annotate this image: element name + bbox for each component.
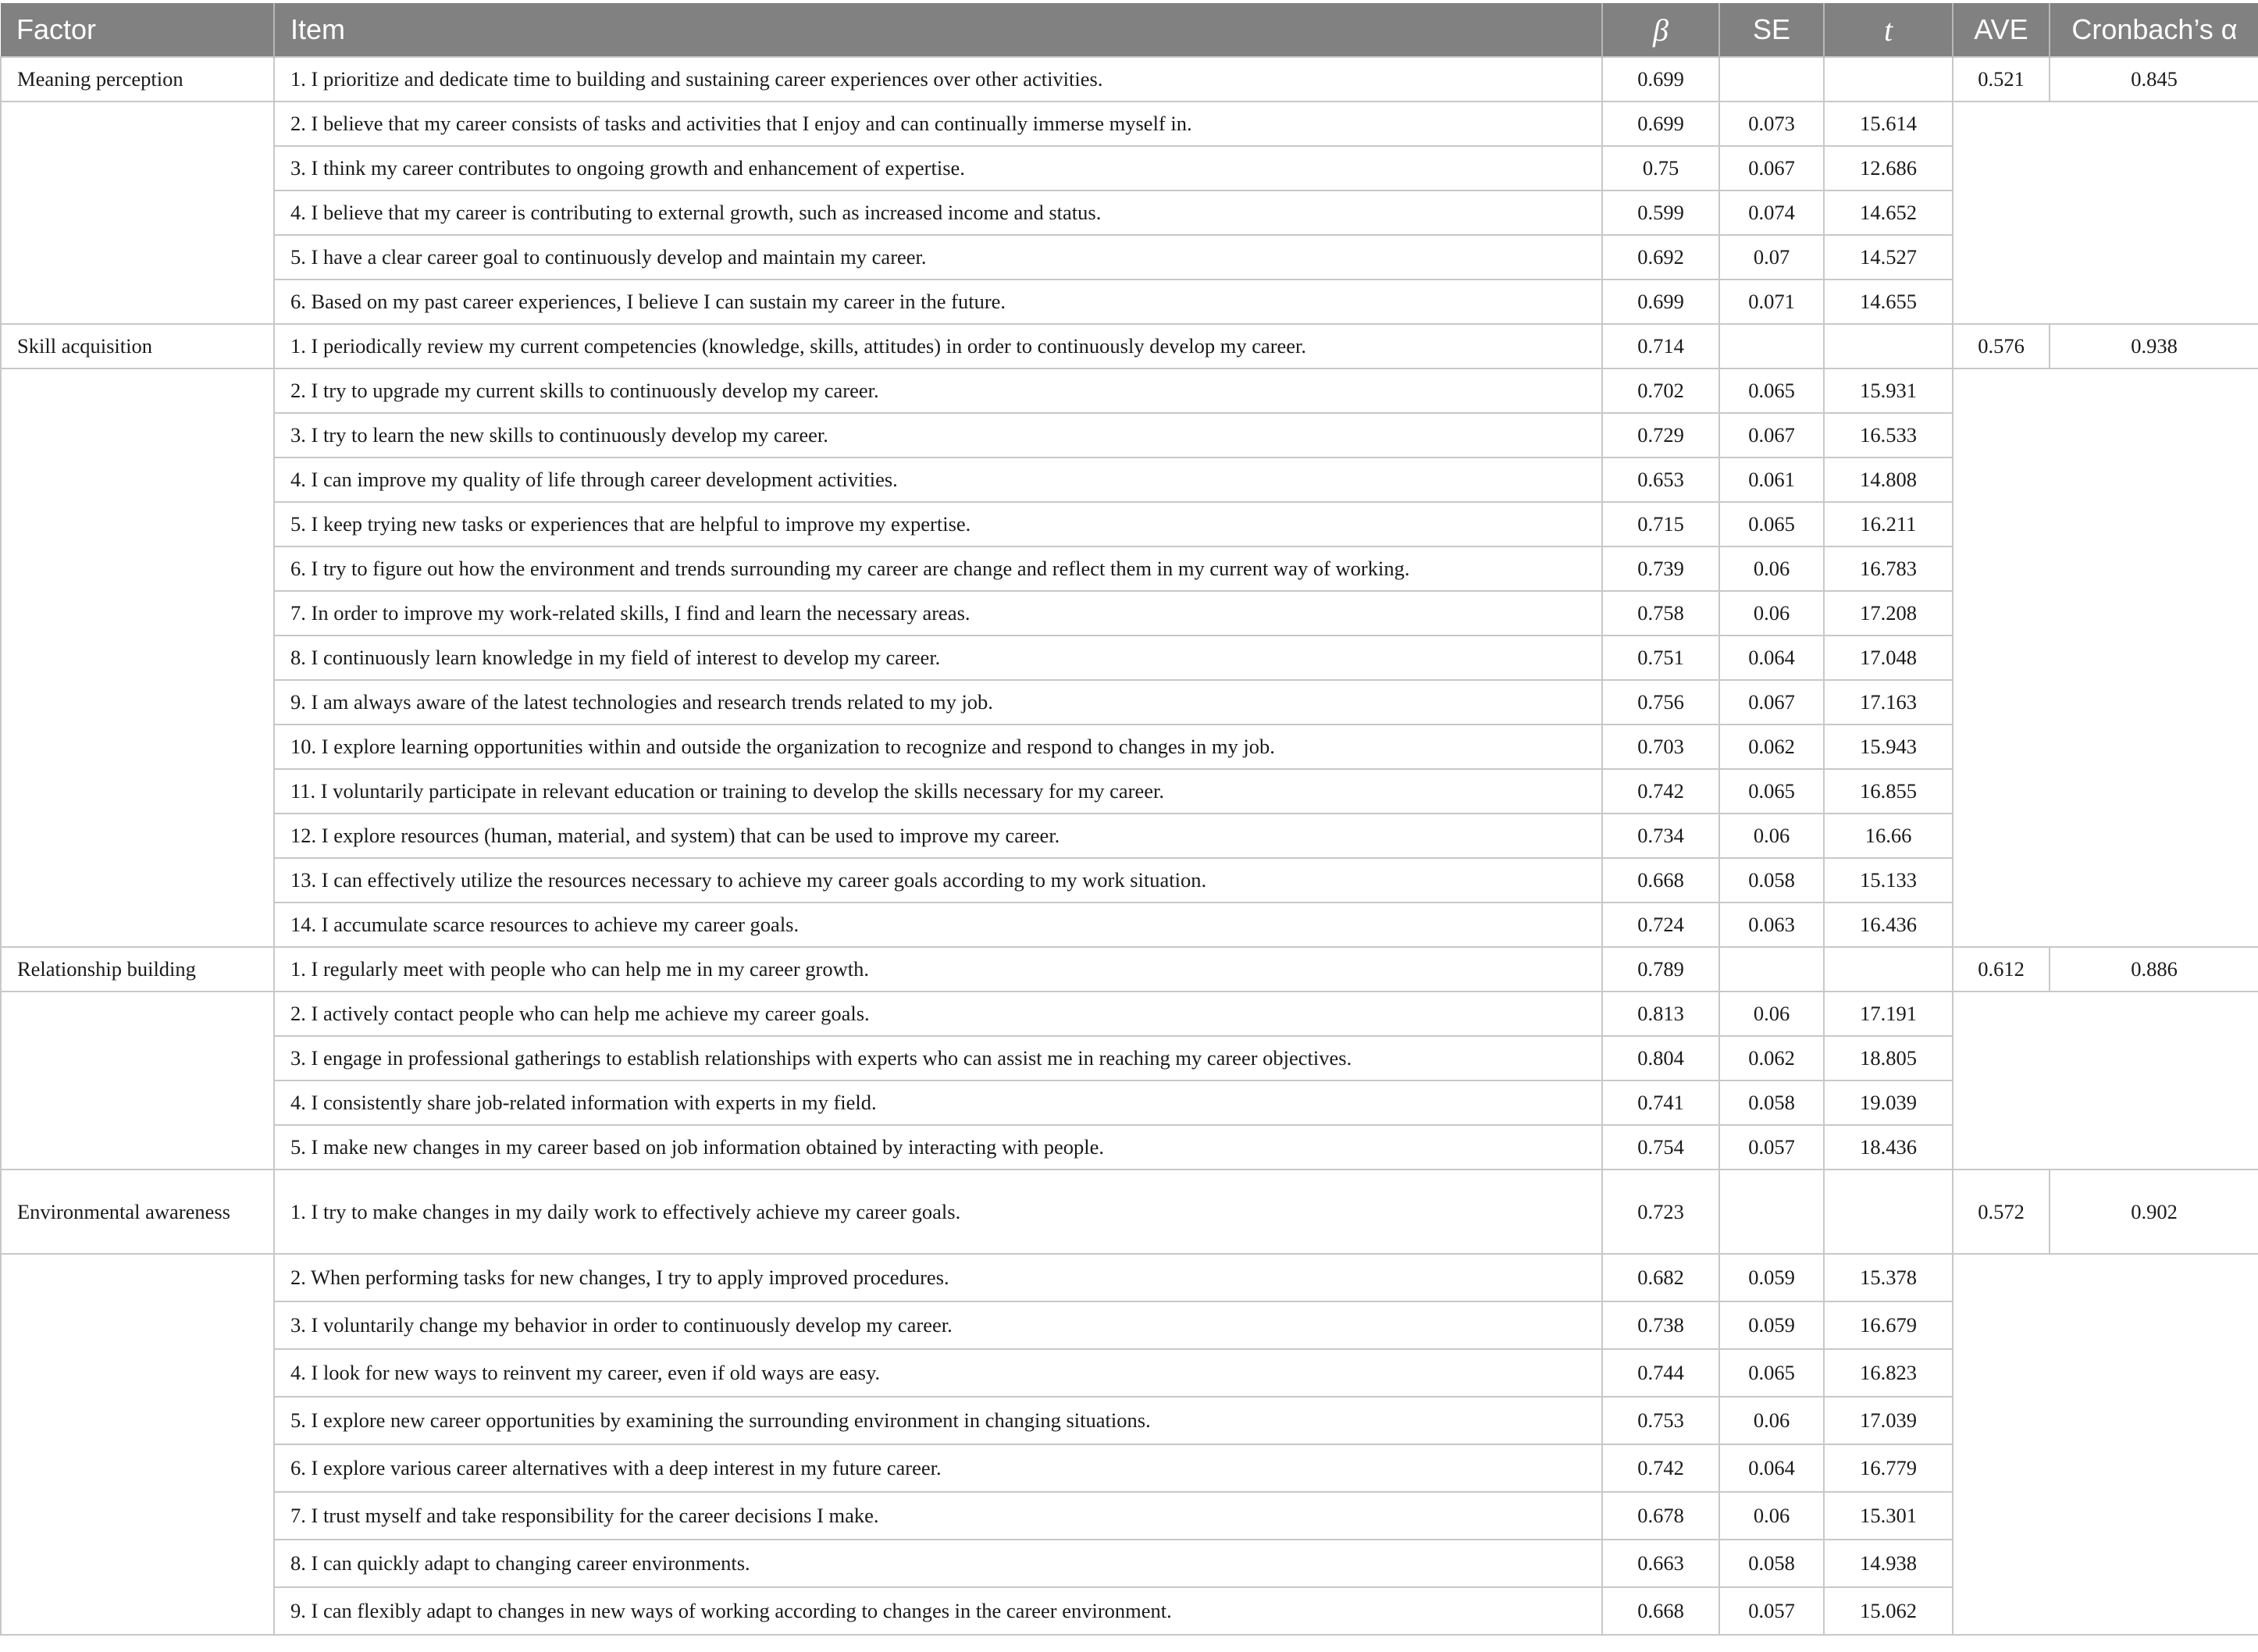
table-row	[1, 1254, 2258, 1301]
beta-cell: 0.734	[1602, 814, 1719, 858]
se-cell: 0.057	[1719, 1587, 1824, 1635]
beta-cell: 0.703	[1602, 725, 1719, 769]
item-cell: 8. I can quickly adapt to changing career environments.	[274, 1540, 1602, 1587]
table-row	[1, 1540, 2258, 1587]
col-header-item: Item	[274, 3, 1602, 57]
se-cell: 0.057	[1719, 1125, 1824, 1170]
item-cell: 1. I regularly meet with people who can help me in my career growth.	[274, 947, 1602, 992]
beta-cell: 0.699	[1602, 279, 1719, 324]
table-row	[1, 1170, 2258, 1254]
table-row	[1, 547, 2258, 591]
se-cell: 0.065	[1719, 368, 1824, 413]
se-cell: 0.06	[1719, 814, 1824, 858]
se-cell: 0.06	[1719, 1492, 1824, 1540]
t-cell: 17.163	[1824, 680, 1953, 725]
se-cell: 0.06	[1719, 992, 1824, 1036]
table-row	[1, 725, 2258, 769]
alpha-cell: 0.845	[2050, 57, 2258, 101]
beta-cell: 0.751	[1602, 636, 1719, 680]
se-cell: 0.064	[1719, 1444, 1824, 1492]
table-row	[1, 279, 2258, 324]
ave-cell: 0.572	[1953, 1170, 2050, 1254]
alpha-cell: 0.886	[2050, 947, 2258, 992]
item-cell: 2. I actively contact people who can help me achieve my career goals.	[274, 992, 1602, 1036]
se-cell: 0.058	[1719, 1540, 1824, 1587]
item-cell: 5. I have a clear career goal to continuously develop and maintain my career.	[274, 235, 1602, 279]
t-cell: 17.191	[1824, 992, 1953, 1036]
se-cell	[1719, 324, 1824, 368]
t-cell: 16.823	[1824, 1349, 1953, 1397]
table-row	[1, 1301, 2258, 1349]
table-row	[1, 903, 2258, 947]
t-cell: 16.679	[1824, 1301, 1953, 1349]
beta-cell: 0.789	[1602, 947, 1719, 992]
ave-alpha-cell-empty	[1953, 992, 2258, 1170]
item-cell: 5. I explore new career opportunities by examining the surrounding environment in changing situations.	[274, 1397, 1602, 1444]
factor-cell: Skill acquisition	[1, 324, 274, 368]
t-cell	[1824, 947, 1953, 992]
se-cell	[1719, 1170, 1824, 1254]
col-header-ave: AVE	[1953, 3, 2050, 57]
item-cell: 6. I try to figure out how the environment and trends surrounding my career are change and reflect them in my current way of working.	[274, 547, 1602, 591]
se-cell: 0.065	[1719, 769, 1824, 814]
table-row	[1, 324, 2258, 368]
factor-cell-empty	[1, 992, 274, 1170]
beta-cell: 0.75	[1602, 146, 1719, 190]
beta-cell: 0.813	[1602, 992, 1719, 1036]
col-header-alpha: Cronbach’s α	[2050, 3, 2258, 57]
se-cell: 0.059	[1719, 1254, 1824, 1301]
item-cell: 3. I voluntarily change my behavior in order to continuously develop my career.	[274, 1301, 1602, 1349]
beta-cell: 0.599	[1602, 190, 1719, 235]
se-cell: 0.059	[1719, 1301, 1824, 1349]
t-cell: 19.039	[1824, 1081, 1953, 1125]
beta-cell: 0.738	[1602, 1301, 1719, 1349]
table-row	[1, 101, 2258, 146]
table-row	[1, 146, 2258, 190]
table-row	[1, 190, 2258, 235]
t-cell: 16.855	[1824, 769, 1953, 814]
table-row	[1, 591, 2258, 636]
header-row	[1, 3, 2258, 57]
beta-cell: 0.741	[1602, 1081, 1719, 1125]
t-cell: 16.779	[1824, 1444, 1953, 1492]
beta-cell: 0.715	[1602, 502, 1719, 547]
t-cell: 15.931	[1824, 368, 1953, 413]
item-cell: 2. I try to upgrade my current skills to continuously develop my career.	[274, 368, 1602, 413]
beta-cell: 0.744	[1602, 1349, 1719, 1397]
beta-cell: 0.739	[1602, 547, 1719, 591]
beta-cell: 0.742	[1602, 769, 1719, 814]
beta-cell: 0.699	[1602, 57, 1719, 101]
col-header-t: t	[1824, 3, 1953, 57]
t-cell: 15.614	[1824, 101, 1953, 146]
item-cell: 1. I periodically review my current competencies (knowledge, skills, attitudes) in order to continuously develop my career.	[274, 324, 1602, 368]
item-cell: 4. I consistently share job-related information with experts in my field.	[274, 1081, 1602, 1125]
t-cell: 17.208	[1824, 591, 1953, 636]
se-cell: 0.065	[1719, 1349, 1824, 1397]
se-cell: 0.067	[1719, 413, 1824, 458]
item-cell: 2. I believe that my career consists of tasks and activities that I enjoy and can continually immerse myself in.	[274, 101, 1602, 146]
t-cell: 16.436	[1824, 903, 1953, 947]
item-cell: 6. Based on my past career experiences, I believe I can sustain my career in the future.	[274, 279, 1602, 324]
t-cell	[1824, 57, 1953, 101]
item-cell: 4. I believe that my career is contributing to external growth, such as increased income and status.	[274, 190, 1602, 235]
t-cell: 17.039	[1824, 1397, 1953, 1444]
t-cell: 18.436	[1824, 1125, 1953, 1170]
beta-cell: 0.702	[1602, 368, 1719, 413]
table-row	[1, 1587, 2258, 1635]
table-row	[1, 1397, 2258, 1444]
t-cell: 14.652	[1824, 190, 1953, 235]
factor-cell: Meaning perception	[1, 57, 274, 101]
t-cell: 15.133	[1824, 858, 1953, 903]
beta-cell: 0.729	[1602, 413, 1719, 458]
table-row	[1, 1444, 2258, 1492]
se-cell: 0.06	[1719, 547, 1824, 591]
table-row	[1, 57, 2258, 101]
table-body	[1, 57, 2258, 1635]
t-cell	[1824, 324, 1953, 368]
item-cell: 13. I can effectively utilize the resources necessary to achieve my career goals according to my work situation.	[274, 858, 1602, 903]
t-cell: 18.805	[1824, 1036, 1953, 1081]
col-header-beta: β	[1602, 3, 1719, 57]
factor-cell: Environmental awareness	[1, 1170, 274, 1254]
item-cell: 7. I trust myself and take responsibility for the career decisions I make.	[274, 1492, 1602, 1540]
t-cell: 17.048	[1824, 636, 1953, 680]
beta-cell: 0.668	[1602, 858, 1719, 903]
item-cell: 6. I explore various career alternatives with a deep interest in my future career.	[274, 1444, 1602, 1492]
table-row	[1, 769, 2258, 814]
col-header-factor: Factor	[1, 3, 274, 57]
beta-cell: 0.653	[1602, 458, 1719, 502]
t-cell: 15.943	[1824, 725, 1953, 769]
t-cell	[1824, 1170, 1953, 1254]
table-row	[1, 1492, 2258, 1540]
item-cell: 3. I engage in professional gatherings to establish relationships with experts who can assist me in reaching my career objectives.	[274, 1036, 1602, 1081]
col-header-se: SE	[1719, 3, 1824, 57]
table-row	[1, 502, 2258, 547]
item-cell: 10. I explore learning opportunities within and outside the organization to recognize and respond to changes in my job.	[274, 725, 1602, 769]
se-cell: 0.058	[1719, 1081, 1824, 1125]
se-cell: 0.06	[1719, 1397, 1824, 1444]
beta-cell: 0.754	[1602, 1125, 1719, 1170]
item-cell: 5. I make new changes in my career based on job information obtained by interacting with people.	[274, 1125, 1602, 1170]
beta-cell: 0.663	[1602, 1540, 1719, 1587]
ave-cell: 0.576	[1953, 324, 2050, 368]
t-cell: 16.783	[1824, 547, 1953, 591]
beta-cell: 0.756	[1602, 680, 1719, 725]
beta-cell: 0.699	[1602, 101, 1719, 146]
t-cell: 15.062	[1824, 1587, 1953, 1635]
table-row	[1, 947, 2258, 992]
item-cell: 5. I keep trying new tasks or experiences that are helpful to improve my expertise.	[274, 502, 1602, 547]
table-row	[1, 1081, 2258, 1125]
table-row	[1, 1036, 2258, 1081]
table-row	[1, 992, 2258, 1036]
item-cell: 2. When performing tasks for new changes, I try to apply improved procedures.	[274, 1254, 1602, 1301]
item-cell: 1. I try to make changes in my daily work to effectively achieve my career goals.	[274, 1170, 1602, 1254]
factor-cell: Relationship building	[1, 947, 274, 992]
item-cell: 3. I try to learn the new skills to continuously develop my career.	[274, 413, 1602, 458]
factor-cell-empty	[1, 368, 274, 947]
se-cell: 0.061	[1719, 458, 1824, 502]
ave-alpha-cell-empty	[1953, 1254, 2258, 1635]
se-cell: 0.062	[1719, 1036, 1824, 1081]
se-cell: 0.074	[1719, 190, 1824, 235]
t-cell: 15.301	[1824, 1492, 1953, 1540]
beta-cell: 0.692	[1602, 235, 1719, 279]
table-row	[1, 814, 2258, 858]
se-cell: 0.065	[1719, 502, 1824, 547]
alpha-cell: 0.902	[2050, 1170, 2258, 1254]
se-cell: 0.058	[1719, 858, 1824, 903]
t-cell: 14.527	[1824, 235, 1953, 279]
table-row	[1, 858, 2258, 903]
t-cell: 15.378	[1824, 1254, 1953, 1301]
se-cell: 0.063	[1719, 903, 1824, 947]
t-cell: 14.808	[1824, 458, 1953, 502]
t-cell: 16.66	[1824, 814, 1953, 858]
beta-cell: 0.742	[1602, 1444, 1719, 1492]
item-cell: 9. I can flexibly adapt to changes in new ways of working according to changes in the career environment.	[274, 1587, 1602, 1635]
se-cell	[1719, 947, 1824, 992]
item-cell: 9. I am always aware of the latest technologies and research trends related to my job.	[274, 680, 1602, 725]
t-cell: 16.533	[1824, 413, 1953, 458]
table-row	[1, 636, 2258, 680]
se-cell: 0.067	[1719, 146, 1824, 190]
table-row	[1, 413, 2258, 458]
table-row	[1, 458, 2258, 502]
beta-cell: 0.724	[1602, 903, 1719, 947]
se-cell: 0.06	[1719, 591, 1824, 636]
t-cell: 12.686	[1824, 146, 1953, 190]
beta-cell: 0.682	[1602, 1254, 1719, 1301]
table-row	[1, 1349, 2258, 1397]
se-cell: 0.062	[1719, 725, 1824, 769]
table-row	[1, 368, 2258, 413]
ave-alpha-cell-empty	[1953, 368, 2258, 947]
item-cell: 12. I explore resources (human, material, and system) that can be used to improve my career.	[274, 814, 1602, 858]
t-cell: 16.211	[1824, 502, 1953, 547]
se-cell: 0.071	[1719, 279, 1824, 324]
item-cell: 7. In order to improve my work-related skills, I find and learn the necessary areas.	[274, 591, 1602, 636]
beta-cell: 0.668	[1602, 1587, 1719, 1635]
beta-cell: 0.714	[1602, 324, 1719, 368]
alpha-cell: 0.938	[2050, 324, 2258, 368]
t-cell: 14.938	[1824, 1540, 1953, 1587]
beta-cell: 0.758	[1602, 591, 1719, 636]
item-cell: 1. I prioritize and dedicate time to building and sustaining career experiences over other activities.	[274, 57, 1602, 101]
ave-cell: 0.612	[1953, 947, 2050, 992]
ave-cell: 0.521	[1953, 57, 2050, 101]
beta-cell: 0.678	[1602, 1492, 1719, 1540]
ave-alpha-cell-empty	[1953, 101, 2258, 324]
table-row	[1, 235, 2258, 279]
factor-cell-empty	[1, 1254, 274, 1635]
item-cell: 14. I accumulate scarce resources to achieve my career goals.	[274, 903, 1602, 947]
factor-cell-empty	[1, 101, 274, 324]
table-row	[1, 680, 2258, 725]
table-row	[1, 1125, 2258, 1170]
beta-cell: 0.804	[1602, 1036, 1719, 1081]
se-cell: 0.067	[1719, 680, 1824, 725]
se-cell	[1719, 57, 1824, 101]
t-cell: 14.655	[1824, 279, 1953, 324]
beta-cell: 0.723	[1602, 1170, 1719, 1254]
se-cell: 0.073	[1719, 101, 1824, 146]
item-cell: 3. I think my career contributes to ongoing growth and enhancement of expertise.	[274, 146, 1602, 190]
beta-cell: 0.753	[1602, 1397, 1719, 1444]
factor-loading-table	[0, 3, 2258, 1636]
item-cell: 8. I continuously learn knowledge in my field of interest to develop my career.	[274, 636, 1602, 680]
se-cell: 0.07	[1719, 235, 1824, 279]
item-cell: 4. I look for new ways to reinvent my career, even if old ways are easy.	[274, 1349, 1602, 1397]
se-cell: 0.064	[1719, 636, 1824, 680]
item-cell: 11. I voluntarily participate in relevant education or training to develop the skills necessary for my career.	[274, 769, 1602, 814]
item-cell: 4. I can improve my quality of life through career development activities.	[274, 458, 1602, 502]
